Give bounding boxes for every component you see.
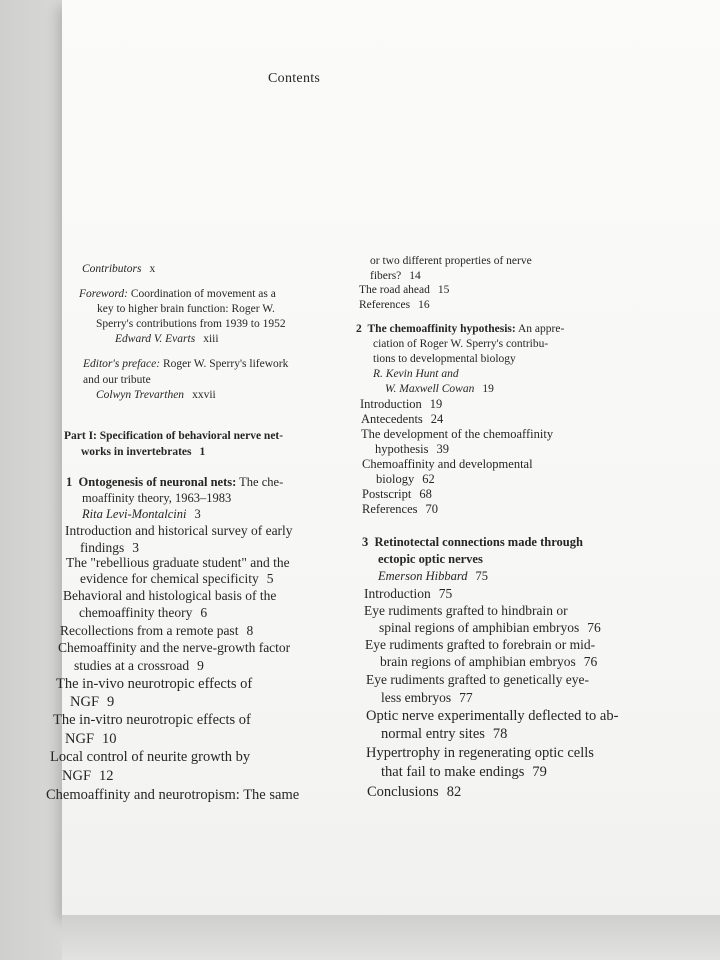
toc-entry: Chemoaffinity and neurotropism: The same <box>46 787 300 803</box>
toc-entry: Conclusions 82 <box>367 784 462 800</box>
page-shadow <box>62 915 720 960</box>
toc-entry: Eye rudiments grafted to forebrain or mid- <box>365 637 596 652</box>
chapter-heading-line: ciation of Roger W. Sperry's contribu- <box>373 338 549 350</box>
toc-entry: spinal regions of amphibian embryos 76 <box>379 620 601 635</box>
toc-entry: The in-vitro neurotropic effects of <box>53 712 251 728</box>
toc-entry: chemoaffinity theory 6 <box>79 605 208 620</box>
toc-entry-author: W. Maxwell Cowan 19 <box>385 383 494 395</box>
table-surface <box>0 0 70 960</box>
toc-entry: NGF 12 <box>62 768 114 784</box>
toc-entry: Introduction and historical survey of early <box>65 523 293 538</box>
part-heading-line: works in invertebrates 1 <box>81 446 206 458</box>
chapter-heading: 1 Ontogenesis of neuronal nets: The che- <box>66 475 284 489</box>
toc-entry-editors-preface: Editor's preface: Roger W. Sperry's lifework <box>83 358 289 370</box>
toc-entry-contributors: Contributors x <box>82 263 156 275</box>
toc-entry: evidence for chemical specificity 5 <box>80 571 274 586</box>
toc-entry-foreword-line: Sperry's contributions from 1939 to 1952 <box>96 318 286 330</box>
toc-entry: NGF 10 <box>65 731 117 747</box>
toc-entry: Eye rudiments grafted to hindbrain or <box>364 603 568 618</box>
toc-entry: The "rebellious graduate student" and the <box>66 555 290 570</box>
toc-entry: Optic nerve experimentally deflected to ab- <box>366 708 619 724</box>
toc-entry-editors-preface-line: and our tribute <box>83 374 151 386</box>
toc-entry-author: Edward V. Evarts xiii <box>115 333 219 345</box>
toc-entry: Behavioral and histological basis of the <box>63 588 277 603</box>
toc-entry: normal entry sites 78 <box>381 726 508 742</box>
toc-entry: findings 3 <box>80 540 140 555</box>
toc-entry: Postscript 68 <box>362 487 432 501</box>
chapter-heading: 3 Retinotectal connections made through <box>362 535 583 549</box>
toc-entry: or two different properties of nerve <box>370 255 532 267</box>
toc-entry: brain regions of amphibian embryos 76 <box>380 654 598 669</box>
toc-entry-author: Colwyn Trevarthen xxvii <box>96 389 216 401</box>
toc-entry: References 16 <box>359 299 430 311</box>
toc-entry: Chemoaffinity and developmental <box>362 457 533 471</box>
toc-entry: biology 62 <box>376 472 435 486</box>
chapter-heading-line: tions to developmental biology <box>373 353 516 365</box>
toc-entry: Local control of neurite growth by <box>50 749 251 765</box>
toc-entry: Eye rudiments grafted to genetically eye- <box>366 672 590 687</box>
toc-entry: Chemoaffinity and the nerve-growth factor <box>58 640 291 655</box>
toc-entry-author: Rita Levi-Montalcini 3 <box>82 507 201 521</box>
toc-entry: The development of the chemoaffinity <box>361 427 554 441</box>
toc-entry: that fail to make endings 79 <box>381 764 547 780</box>
toc-entry: fibers? 14 <box>370 270 421 282</box>
toc-entry: The in-vivo neurotropic effects of <box>56 676 253 692</box>
toc-entry: References 70 <box>362 502 439 516</box>
toc-entry: Hypertrophy in regenerating optic cells <box>366 745 594 761</box>
toc-entry: studies at a crossroad 9 <box>74 658 204 673</box>
toc-entry: Introduction 19 <box>360 397 443 411</box>
toc-entry: NGF 9 <box>70 694 115 710</box>
toc-entry: Introduction 75 <box>364 586 453 601</box>
toc-entry-author: R. Kevin Hunt and <box>373 368 459 380</box>
toc-entry-author: Emerson Hibbard 75 <box>378 569 488 583</box>
toc-entry: hypothesis 39 <box>375 442 449 456</box>
toc-entry-foreword: Foreword: Coordination of movement as a <box>79 288 276 300</box>
toc-entry: less embryos 77 <box>381 690 473 705</box>
toc-entry-foreword-line: key to higher brain function: Roger W. <box>97 303 275 315</box>
part-heading: Part I: Specification of behavioral nerve net- <box>64 430 284 442</box>
chapter-heading-line: ectopic optic nerves <box>378 552 483 566</box>
chapter-heading-line: moaffinity theory, 1963–1983 <box>82 491 232 505</box>
toc-entry: Recollections from a remote past 8 <box>60 623 254 638</box>
toc-entry: The road ahead 15 <box>359 284 450 296</box>
chapter-heading: 2 The chemoaffinity hypothesis: An appre- <box>356 323 565 335</box>
toc-entry: Antecedents 24 <box>361 412 444 426</box>
page-title: Contents <box>268 71 321 86</box>
